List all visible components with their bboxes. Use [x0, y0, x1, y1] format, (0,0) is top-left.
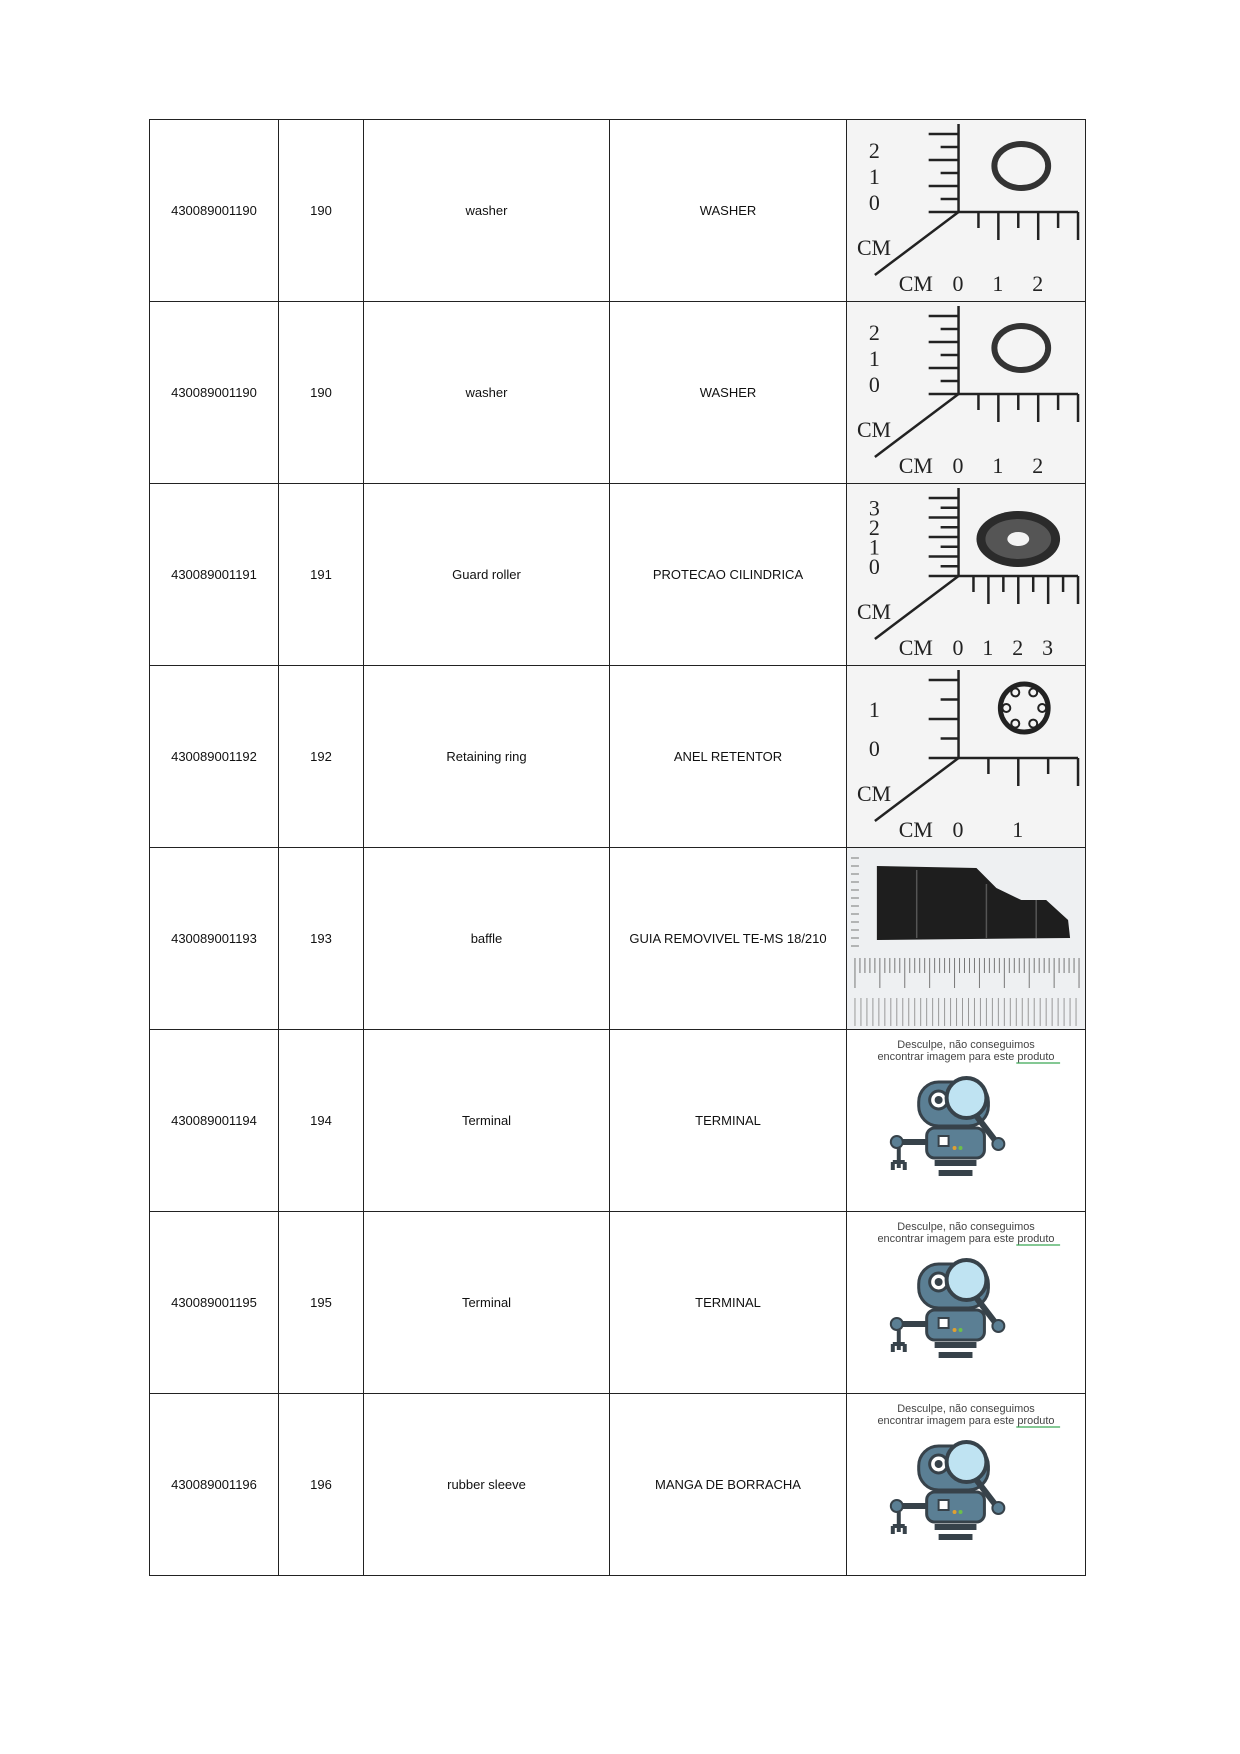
- no-image-message-line1: Desculpe, não conseguimos: [897, 1038, 1035, 1052]
- part-photo: [847, 302, 1085, 483]
- description-en-cell: baffle: [364, 848, 610, 1030]
- scale-label: 2: [868, 137, 880, 164]
- no-image-placeholder: [847, 1212, 1085, 1393]
- part-image-cell: [847, 484, 1086, 666]
- description-en-cell: Guard roller: [364, 484, 610, 666]
- part-image-cell: [847, 1212, 1086, 1394]
- scale-label: 2: [1032, 270, 1044, 297]
- scale-label: 0: [952, 270, 964, 297]
- unit-label: CM: [898, 452, 933, 479]
- item-number-cell: 196: [279, 1394, 364, 1576]
- unit-label: CM: [856, 234, 892, 261]
- part-code-cell: 430089001190: [150, 120, 279, 302]
- part-image-cell: [847, 302, 1086, 484]
- description-en-cell: Retaining ring: [364, 666, 610, 848]
- no-image-message-line1: Desculpe, não conseguimos: [897, 1220, 1035, 1234]
- scale-label: 0: [868, 735, 880, 762]
- unit-label: CM: [856, 416, 892, 443]
- scale-label: 1: [982, 634, 994, 661]
- scale-label: 0: [952, 816, 964, 843]
- table-row: [150, 120, 1086, 302]
- item-number-cell: 192: [279, 666, 364, 848]
- item-number-cell: 190: [279, 120, 364, 302]
- item-number-cell: 195: [279, 1212, 364, 1394]
- part-image-cell: [847, 120, 1086, 302]
- description-pt-cell: PROTECAO CILINDRICA: [610, 484, 847, 666]
- item-number-cell: 194: [279, 1030, 364, 1212]
- no-image-message-line1: Desculpe, não conseguimos: [897, 1402, 1035, 1416]
- unit-label: CM: [898, 634, 933, 661]
- table-row: [150, 666, 1086, 848]
- scale-label: 0: [868, 371, 880, 398]
- description-en-cell: rubber sleeve: [364, 1394, 610, 1576]
- description-en-cell: Terminal: [364, 1212, 610, 1394]
- table-row: [150, 1030, 1086, 1212]
- description-en-cell: Terminal: [364, 1030, 610, 1212]
- part-code-cell: 430089001190: [150, 302, 279, 484]
- unit-label: CM: [898, 270, 933, 297]
- scale-label: 3: [1042, 634, 1054, 661]
- part-code-cell: 430089001194: [150, 1030, 279, 1212]
- part-code-cell: 430089001191: [150, 484, 279, 666]
- scale-label: 0: [952, 634, 964, 661]
- scale-label: 1: [1012, 816, 1024, 843]
- no-image-placeholder: [847, 1030, 1085, 1211]
- scale-label: 3: [868, 495, 880, 521]
- part-code-cell: 430089001195: [150, 1212, 279, 1394]
- part-image-cell: [847, 1394, 1086, 1576]
- unit-label: CM: [856, 598, 892, 625]
- unit-label: CM: [856, 780, 892, 807]
- part-photo: [847, 120, 1085, 301]
- part-image-cell: [847, 848, 1086, 1030]
- part-code-cell: 430089001196: [150, 1394, 279, 1576]
- description-pt-cell: GUIA REMOVIVEL TE-MS 18/210: [610, 848, 847, 1030]
- item-number-cell: 191: [279, 484, 364, 666]
- part-photo: [847, 848, 1085, 1029]
- part-photo: [847, 484, 1085, 665]
- table-row: [150, 302, 1086, 484]
- parts-table: [149, 119, 1086, 1576]
- description-pt-cell: MANGA DE BORRACHA: [610, 1394, 847, 1576]
- description-en-cell: washer: [364, 120, 610, 302]
- no-image-message-line2: encontrar imagem para este produto: [877, 1414, 1055, 1428]
- scale-label: 0: [868, 553, 880, 580]
- part-code-cell: 430089001193: [150, 848, 279, 1030]
- description-pt-cell: WASHER: [610, 120, 847, 302]
- description-en-cell: washer: [364, 302, 610, 484]
- no-image-placeholder: [847, 1394, 1085, 1575]
- description-pt-cell: TERMINAL: [610, 1212, 847, 1394]
- unit-label: CM: [898, 816, 933, 843]
- scale-label: 0: [952, 452, 964, 479]
- guard-roller-icon: [976, 511, 1060, 567]
- no-image-message-line2: encontrar imagem para este produto: [877, 1050, 1055, 1064]
- part-image-cell: [847, 1030, 1086, 1212]
- scale-label: 1: [868, 696, 880, 723]
- no-image-message-line2: encontrar imagem para este produto: [877, 1232, 1055, 1246]
- description-pt-cell: ANEL RETENTOR: [610, 666, 847, 848]
- description-pt-cell: TERMINAL: [610, 1030, 847, 1212]
- item-number-cell: 193: [279, 848, 364, 1030]
- scale-label: 1: [992, 452, 1004, 479]
- item-number-cell: 190: [279, 302, 364, 484]
- table-row: [150, 848, 1086, 1030]
- scale-label: 1: [868, 534, 880, 560]
- scale-label: 1: [868, 345, 880, 372]
- scale-label: 2: [868, 514, 880, 541]
- table-row: [150, 1212, 1086, 1394]
- scale-label: 2: [868, 319, 880, 346]
- scale-label: 2: [1012, 634, 1024, 661]
- part-code-cell: 430089001192: [150, 666, 279, 848]
- table-row: [150, 1394, 1086, 1576]
- description-pt-cell: WASHER: [610, 302, 847, 484]
- part-photo: [847, 666, 1085, 847]
- scale-label: 2: [1032, 452, 1044, 479]
- scale-label: 0: [868, 189, 880, 216]
- scale-label: 1: [992, 270, 1004, 297]
- part-image-cell: [847, 666, 1086, 848]
- scale-label: 1: [868, 163, 880, 190]
- table-row: [150, 484, 1086, 666]
